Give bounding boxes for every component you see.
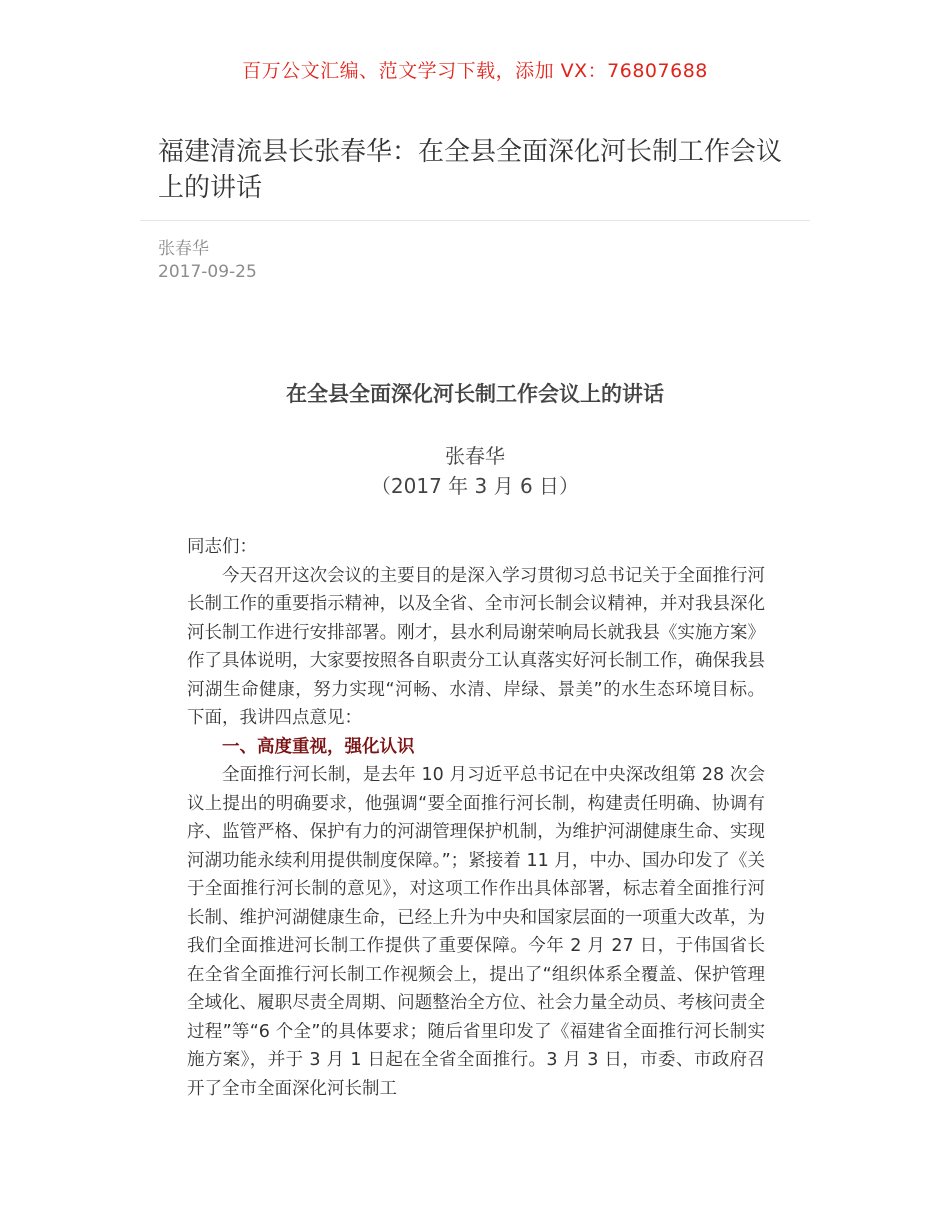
article-title: 福建清流县长张春华：在全县全面深化河长制工作会议上的讲话 — [158, 137, 783, 203]
paragraph: 今天召开这次会议的主要目的是深入学习贯彻习总书记关于全面推行河长制工作的重要指示精神，以及全省、全市河长制会议精神，并对我县深化河长制工作进行安排部署。刚才，县水利局谢荣响局长就我县《实施方案》作了具体说明，大家要按照各自职责分工认真落实好河长制工作，确保我县河湖生命健康，努力实现“河畅、水清、岸绿、景美”的水生态环境目标。下面，我讲四点意见： — [187, 565, 765, 728]
document-body — [187, 533, 765, 1103]
document-author: 张春华 — [445, 444, 505, 468]
paragraph: 全面推行河长制，是去年 10 月习近平总书记在中央深改组第 28 次会议上提出的明确要求，他强调“要全面推行河长制，构建责任明确、协调有序、监管严格、保护有力的河湖管理保护机制，为维护河湖健康生命、实现河湖功能永续利用提供制度保障。”；紧接着 11 月，中办、国办印发了《关于全面推行河长制的意见》，对这项工作作出具体部署，标志着全面推行河长制、维护河湖健康生命，已经上升为中央和国家层面的一项重大改革，为我们全面推进河长制工作提供了重要保障。今年 2 月 27 日，于伟国省长在全省全面推行河长制工作视频会上，提出了“组织体系全覆盖、保护管理全域化、履职尽责全周期、问题整治全方位、社会力量全动员、考核问责全过程”等“6 个全”的具体要求；随后省里印发了《福建省全面推行河长制实施方案》，并于 3 月 1 日起在全省全面推行。3 月 3 日，市委、市政府召开了全市全面深化河长制工 — [187, 765, 765, 1099]
document-byline — [0, 441, 950, 501]
section-heading: 一、高度重视，强化认识 — [222, 736, 415, 757]
article-date: 2017-09-25 — [158, 262, 257, 282]
article-author: 张春华 — [158, 239, 209, 259]
salutation: 同志们： — [187, 537, 257, 557]
article-meta — [158, 238, 257, 284]
promo-banner: 百万公文汇编、范文学习下载，添加 VX：76807688 — [242, 60, 708, 82]
document-title: 在全县全面深化河长制工作会议上的讲话 — [286, 382, 664, 406]
document-date: （2017 年 3 月 6 日） — [370, 474, 580, 498]
header-divider — [140, 220, 810, 221]
article-header — [158, 134, 798, 206]
